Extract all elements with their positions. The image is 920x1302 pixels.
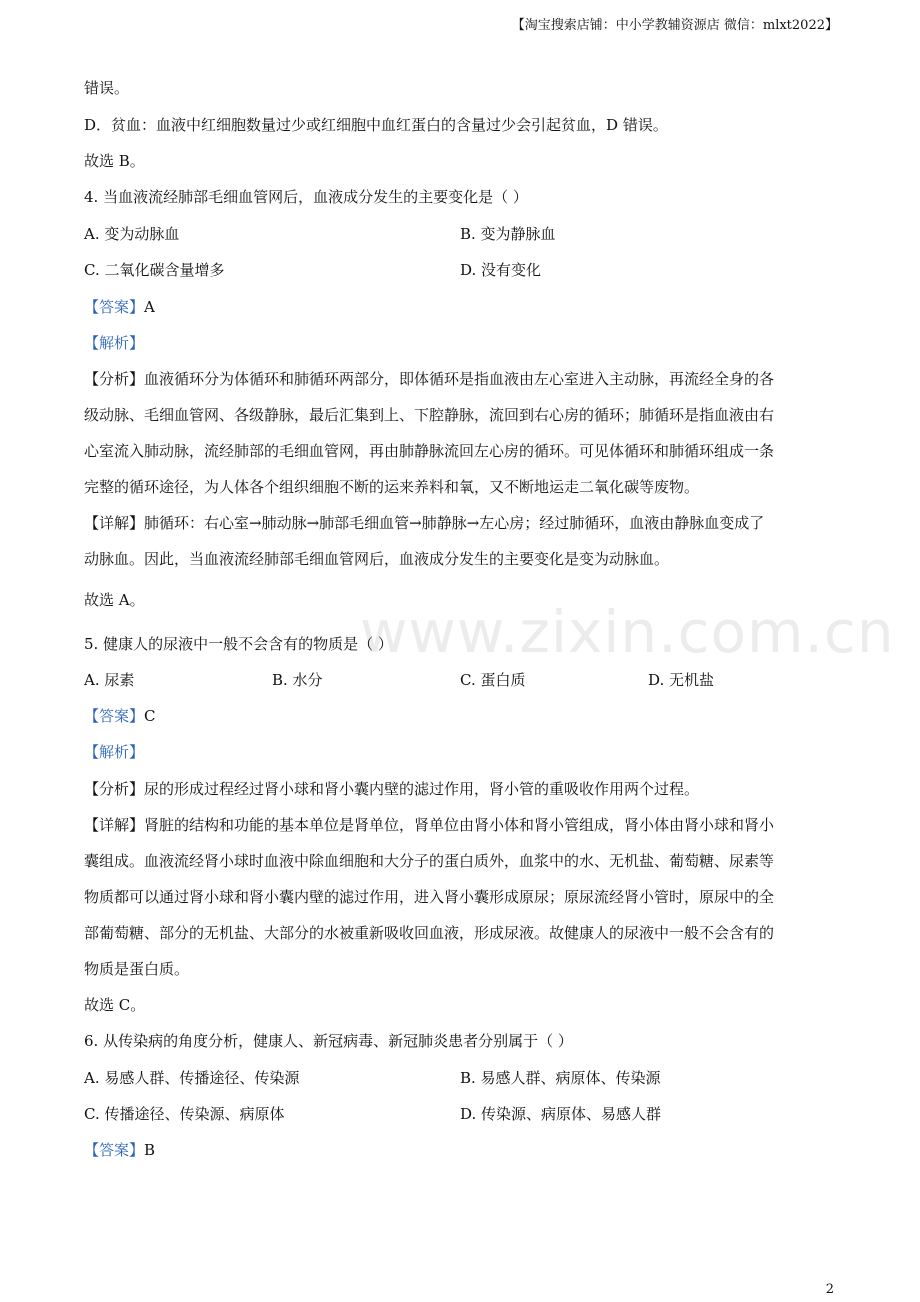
- option-c: C. 二氧化碳含量增多: [84, 261, 225, 279]
- analysis-tag: 【解析】: [84, 334, 145, 352]
- text-line: 级动脉、毛细血管网、各级静脉，最后汇集到上、下腔静脉，流回到右心房的循环；肺循环是指血液由右: [84, 406, 775, 424]
- xiangjie-text: 肺循环：右心室→肺动脉→肺部毛细血管→肺静脉→左心房；经过肺循环，血液由静脉血变成了: [144, 514, 765, 532]
- option-c: C. 蛋白质: [460, 671, 526, 689]
- text-line: 故选 B。: [84, 152, 145, 170]
- option-d: D. 没有变化: [460, 261, 542, 279]
- text-line: 完整的循环途径，为人体各个组织细胞不断的运来养料和氧，又不断地运走二氧化碳等废物。: [84, 478, 700, 496]
- text-line: 动脉血。因此，当血液流经肺部毛细血管网后，血液成分发生的主要变化是变为动脉血。: [84, 550, 670, 568]
- analysis-tag: 【解析】: [84, 743, 145, 761]
- watermark: www.zixin.com.cn: [360, 598, 895, 666]
- xiangjie-tag: 【详解】: [84, 514, 145, 532]
- option-a: A. 变为动脉血: [84, 225, 180, 243]
- answer-line: [84, 297, 155, 317]
- option-b: B. 易感人群、病原体、传染源: [460, 1069, 661, 1087]
- answer-value: C: [144, 707, 156, 725]
- text-line: 物质都可以通过肾小球和肾小囊内壁的滤过作用，进入肾小囊形成原尿；原尿流经肾小管时，原尿中的全: [84, 888, 775, 906]
- answer-tag: 【答案】: [84, 1141, 145, 1159]
- xiangjie-line: [84, 815, 774, 835]
- option-b: B. 水分: [272, 671, 323, 689]
- xiangjie-line: [84, 513, 764, 533]
- option-c: C. 传播途径、传染源、病原体: [84, 1105, 285, 1123]
- option-d: D. 无机盐: [648, 671, 715, 689]
- text-line: 错误。: [84, 79, 130, 97]
- fenxi-tag: 【分析】: [84, 780, 145, 798]
- question-6: 6. 从传染病的角度分析，健康人、新冠病毒、新冠肺炎患者分别属于（ ）: [84, 1032, 573, 1050]
- fenxi-line: [84, 369, 774, 389]
- fenxi-line: [84, 779, 699, 799]
- text-line: 故选 A。: [84, 591, 145, 609]
- xiangjie-text: 肾脏的结构和功能的基本单位是肾单位，肾单位由肾小体和肾小管组成，肾小体由肾小球和肾小: [144, 816, 775, 834]
- answer-tag: 【答案】: [84, 298, 145, 316]
- answer-line: [84, 1140, 155, 1160]
- text-line: 心室流入肺动脉，流经肺部的毛细血管网，再由肺静脉流回左心房的循环。可见体循环和肺循环组成一条: [84, 442, 775, 460]
- page-number: 2: [825, 1282, 834, 1297]
- option-a: A. 尿素: [84, 671, 135, 689]
- fenxi-text: 血液循环分为体循环和肺循环两部分，即体循环是指血液由左心室进入主动脉，再流经全身的各: [144, 370, 775, 388]
- fenxi-text: 尿的形成过程经过肾小球和肾小囊内壁的滤过作用，肾小管的重吸收作用两个过程。: [144, 780, 700, 798]
- answer-value: A: [144, 298, 155, 316]
- text-line: 部葡萄糖、部分的无机盐、大部分的水被重新吸收回血液，形成尿液。故健康人的尿液中一般不会含有的: [84, 924, 775, 942]
- page-header: 【淘宝搜索店铺：中小学教辅资源店 微信：mlxt2022】: [511, 18, 838, 33]
- question-5: 5. 健康人的尿液中一般不会含有的物质是（ ）: [84, 635, 393, 653]
- text-line: 囊组成。血液流经肾小球时血液中除血细胞和大分子的蛋白质外，血浆中的水、无机盐、葡萄糖、尿素等: [84, 852, 775, 870]
- fenxi-tag: 【分析】: [84, 370, 145, 388]
- text-line: D．贫血：血液中红细胞数量过少或红细胞中血红蛋白的含量过少会引起贫血，D 错误。: [84, 116, 668, 134]
- option-a: A. 易感人群、传播途径、传染源: [84, 1069, 300, 1087]
- xiangjie-tag: 【详解】: [84, 816, 145, 834]
- option-d: D. 传染源、病原体、易感人群: [460, 1105, 662, 1123]
- text-line: 故选 C。: [84, 996, 146, 1014]
- answer-value: B: [144, 1141, 156, 1159]
- answer-tag: 【答案】: [84, 707, 145, 725]
- text-line: 物质是蛋白质。: [84, 960, 190, 978]
- answer-line: [84, 706, 156, 726]
- option-b: B. 变为静脉血: [460, 225, 556, 243]
- question-4: 4. 当血液流经肺部毛细血管网后，血液成分发生的主要变化是（ ）: [84, 188, 528, 206]
